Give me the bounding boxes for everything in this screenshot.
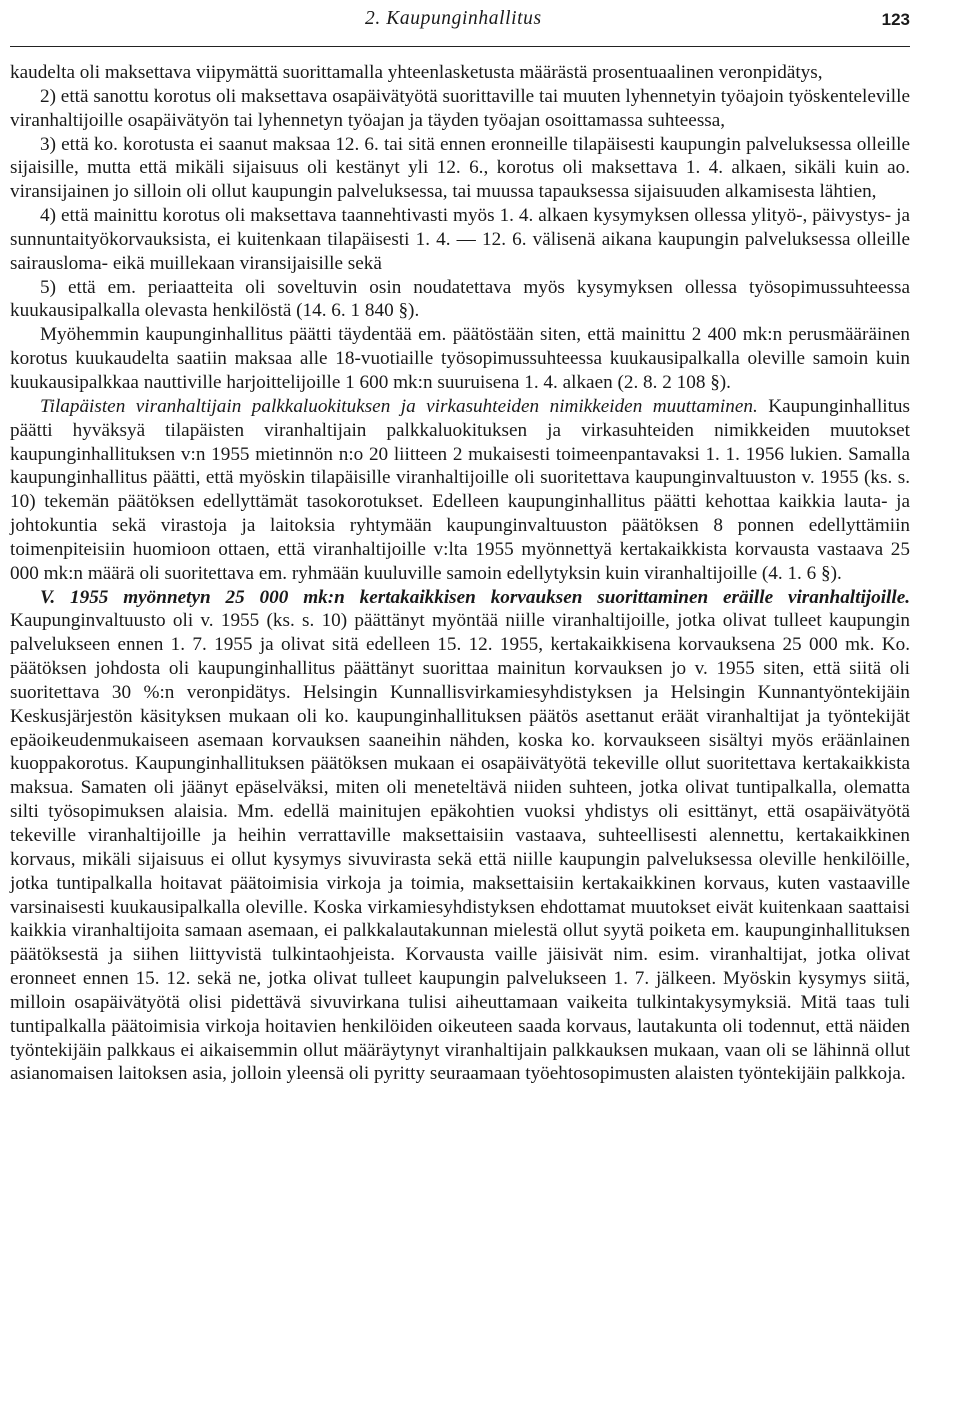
list-item-3: 3) että ko. korotusta ei saanut maksaa 12. 6. tai sitä ennen eronneille tilapäisesti kaupungin palveluksessa olleille sijaisille, mutta että mikäli sijaisuus oli kestänyt yli 12. 6., korotus oli maksettava 1. 4. alkaen, sikäli kuin ao. viransijainen jo silloin oli ollut kaupungin palveluksessa, tai muussa tapauksessa sijaisuuden alkamisesta lähtien,	[10, 133, 910, 203]
paragraph-continuation: kaudelta oli maksettava viipymättä suorittamalla yhteenlasketusta määrästä prosentuaalinen veronpidätys,	[10, 62, 823, 83]
section-tilapaisten	[10, 395, 910, 586]
section-heading: Tilapäisten viranhaltijain palkkaluokituksen ja virkasuhteiden nimikkeiden muuttaminen.	[40, 395, 758, 417]
page-number: 123	[881, 10, 910, 29]
running-title: 2. Kaupunginhallitus	[365, 8, 542, 29]
section-text: Kaupunginvaltuusto oli v. 1955 (ks. s. 10) päättänyt myöntää niille viranhaltijoille, jotka olivat tulleet kaupungin palvelukseen ennen 1. 7. 1955 ja olivat sitä edelleen 15. 12. 1955, kertakaikkisena korvauksena 25 000 mk. Ko. päätöksen johdosta oli kaupunginhallitus päättänyt suorittaa mainitun korvauksen jo v. 1955 siten, että siitä oli suoritettava 30 %:n veronpidätys. Helsingin Kunnallisvirkamiesyhdistyksen ja Helsingin Kunnantyöntekijäin Keskusjärjestön käsityksen mukaan oli ko. kaupunginhallituksen päätös asettanut eräät viranhaltijat ja työntekijät epäoikeudenmukaiseen asemaan korvauksen saaneihin nähden, koska ko. korvaukseen sisältyi myös eräänlainen kuoppakorotus. Kaupunginhallituksen päätöksen mukaan ei osapäivätyötä tekeville ollut suoritettava kertakaikkista maksua. Samaten oli jäänyt epäselväksi, miten oli meneteltävä niiden suhteen, jotka olivat tuntipalkalla, olematta silti työsopimuksen alaisia. Mm. edellä mainitujen epäkohtien vuoksi yhdistys oli esittänyt, että osapäivätyötä tekeville viranhaltijoille ja heihin verrattaville maksettaisiin vastaava, suhteellisesti alennettu, kertakaikkinen korvaus, mikäli sijaisuus ei ollut kysymys sivuvirasta sekä että niille kaupungin palveluksessa oleville henkilöille, jotka tuntipalkalla hoitavat päätoimisia virkoja ja toimia, maksettaisiin kertakaikkinen korvaus, kuten vastaaville varsinaisesti kuukausipalkalla oleville. Koska virkamiesyhdistyksen ehdottamat muutokset eivät kuitenkaan saattaisi kaikkia viranhaltijoita samaan asemaan, ei palkkalautakunnan mielestä ollut syytä poiketa em. kaupunginhallituksen päätöksestä ja siihen liittyvistä tulkintaohjeista. Korvausta vaille jäisivät nim. esim. viranhaltijat, jotka olivat eronneet ennen 15. 12. sekä ne, jotka olivat tulleet kaupungin palvelukseen 1. 7. jälkeen. Myöskin kysymys siitä, milloin osapäivätyötä olisi pidettävä sivuvirkana tulisi aiheuttamaan vaikeita tulkintakysymyksiä. Mitä taas tuli tuntipalkalla päätoimisia virkoja hoitavien henkilöiden oikeuteen saada korvaus, lautakunta oli todennut, että näiden työntekijäin palkkaus ei aikaisemmin ollut määräytynyt viranhaltijain palkkauksen mukaan, vaan oli se lähinnä ollut asianomaisen laitoksen asia, jolloin yleensä oli pyritty seuraamaan työehtosopimusten alaisten työntekijäin palkkoja.	[10, 610, 910, 1085]
section-text: Kaupunginhallitus päätti hyväksyä tilapäisten viranhaltijain palkkaluokituksen ja virkasuhteiden nimikkeiden muutokset kaupunginhallituksen v:n 1955 mietinnön n:o 20 liitteen 2 mukaisesti toimeenpantavaksi 1. 1. 1956 lukien. Samalla kaupunginhallitus päätti, että myöskin tilapäisille viranhaltijoille oli suoritettava kaupunginvaltuuston v. 1955 (ks. s. 10) tekemän päätöksen edellyttämät tasokorotukset. Edelleen kaupunginhallitus päätti kehottaa kaikkia lauta- ja johtokuntia sekä virastoja ja laitoksia ryhtymään kaupunginvaltuuston päätöksen 8 ponnen edellyttämiin toimenpiteisiin huomioon ottaen, että viranhaltijoille v:lta 1955 myönnettyä kertakaikkista korvausta vastaava 25 000 mk:n määrä oli suoritettava em. ryhmään kuuluville samoin edellytyksin kuin viranhaltijoille (4. 1. 6 §).	[10, 395, 910, 584]
section-heading: 1955 myönnetyn 25 000 mk:n kertakaikkisen korvauksen suorittaminen eräille viranhaltijoille.	[70, 586, 911, 608]
document-page	[10, 0, 910, 1086]
paragraph-supplement: Myöhemmin kaupunginhallitus päätti täydentää em. päätöstään siten, että mainittu 2 400 mk:n perusmääräinen korotus kuukaudelta saatiin maksaa alle 18-vuotiaille työsopimussuhteessa kuukausipalkalla oleville samoin kuin kuukausipalkkaa nauttiville harjoittelijoille 1 600 mk:n suuruisena 1. 4. alkaen (2. 8. 2 108 §).	[10, 324, 910, 393]
page-body	[10, 61, 910, 1086]
page-header	[10, 0, 910, 47]
list-item-5: 5) että em. periaatteita oli soveltuvin osin noudatettava myös kysymyksen ollessa työsopimussuhteessa kuukausipalkalla olevasta henkilöstä (14. 6. 1 840 §).	[10, 276, 910, 322]
list-item-4: 4) että mainittu korotus oli maksettava taannehtivasti myös 1. 4. alkaen kysymyksen ollessa ylityö-, päivystys- ja sunnuntaityökorvauksista, ei kuitenkaan tilapäisesti 1. 4. — 12. 6. välisenä aikana kaupungin palveluksessa olleille sairausloma- eikä muillekaan viransijaisille sekä	[10, 205, 910, 274]
section-number: V.	[40, 586, 56, 608]
list-item-2: 2) että sanottu korotus oli maksettava osapäivätyötä suorittaville tai muuten lyhennetyin työajoin työskenteleville viranhaltijoille osapäivätyön tai lyhennetyn työajan ja täyden työajan osoittamassa suhteessa,	[10, 85, 910, 131]
section-v	[10, 586, 910, 1087]
